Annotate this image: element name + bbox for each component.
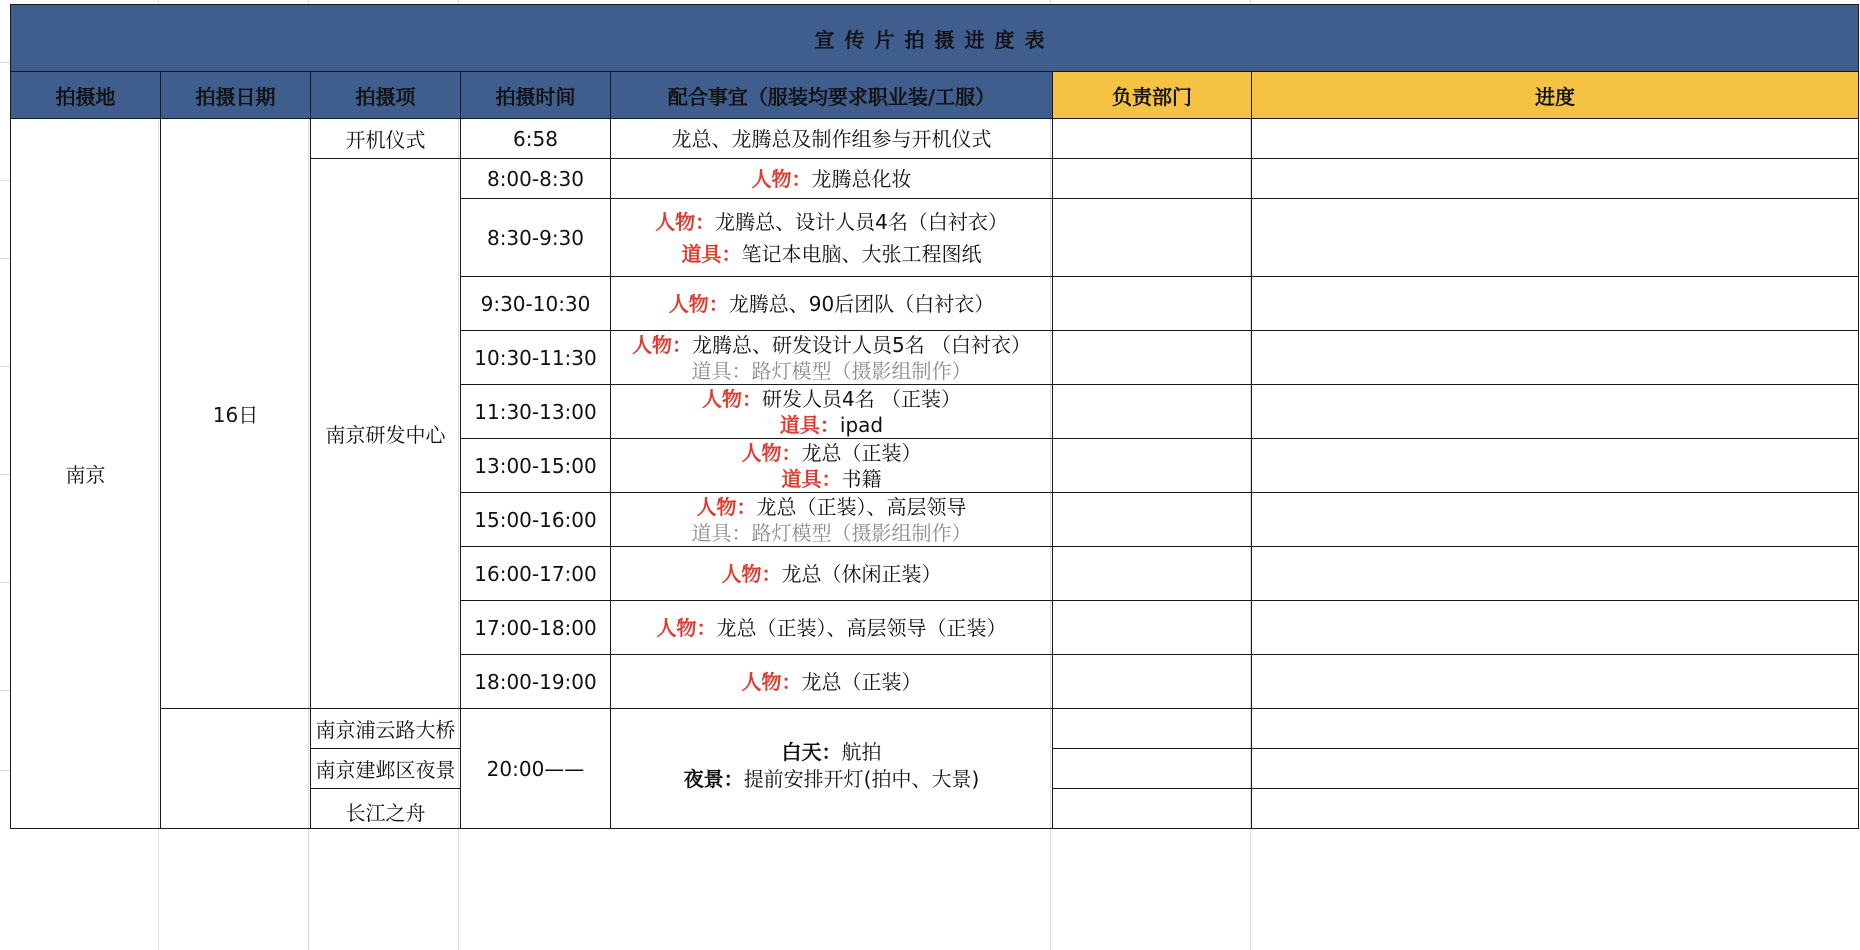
date-cell-continued[interactable]	[161, 709, 311, 829]
table-row	[11, 709, 1859, 749]
notes-text: 航拍	[841, 740, 882, 764]
progress-cell[interactable]	[1252, 331, 1859, 385]
item-cell-ark[interactable]: 长江之舟	[311, 789, 461, 829]
department-cell[interactable]	[1053, 655, 1252, 709]
department-cell[interactable]	[1053, 199, 1252, 277]
header-item[interactable]: 拍摄项	[311, 72, 461, 119]
notes-cell[interactable]	[611, 199, 1053, 277]
notes-line	[611, 440, 1052, 466]
notes-text: 龙总、龙腾总及制作组参与开机仪式	[671, 126, 992, 151]
prop-label: 道具：	[779, 412, 840, 437]
role-label: 人物：	[668, 291, 729, 316]
department-cell[interactable]	[1053, 439, 1252, 493]
notes-cell[interactable]	[611, 709, 1053, 829]
notes-text: 龙总（正装）	[801, 440, 922, 465]
time-cell[interactable]: 15:00-16:00	[461, 493, 611, 547]
progress-cell[interactable]	[1252, 749, 1859, 789]
role-label: 人物：	[696, 494, 757, 519]
notes-text: 龙腾总、设计人员4名（白衬衣）	[715, 209, 1008, 234]
item-cell-jianye[interactable]: 南京建邺区夜景	[311, 749, 461, 789]
role-label: 人物：	[721, 561, 782, 586]
notes-text: ipad	[839, 412, 884, 437]
prop-label: 道具：	[691, 520, 752, 545]
notes-line	[611, 238, 1052, 270]
time-cell[interactable]: 16:00-17:00	[461, 547, 611, 601]
notes-text: 龙总（休闲正装）	[781, 561, 942, 586]
department-cell[interactable]	[1053, 601, 1252, 655]
department-cell[interactable]	[1053, 385, 1252, 439]
department-cell[interactable]	[1053, 277, 1252, 331]
notes-line	[611, 386, 1052, 412]
header-location[interactable]: 拍摄地	[11, 72, 161, 119]
table-row	[11, 119, 1859, 159]
progress-cell[interactable]	[1252, 439, 1859, 493]
role-label: 人物：	[741, 669, 802, 694]
notes-cell[interactable]	[611, 277, 1053, 331]
notes-cell[interactable]	[611, 655, 1053, 709]
notes-cell[interactable]	[611, 159, 1053, 199]
progress-cell[interactable]	[1252, 601, 1859, 655]
notes-line	[611, 739, 1052, 766]
department-cell[interactable]	[1053, 789, 1252, 829]
time-cell[interactable]: 13:00-15:00	[461, 439, 611, 493]
time-cell[interactable]: 8:30-9:30	[461, 199, 611, 277]
notes-cell[interactable]	[611, 119, 1053, 159]
notes-text: 研发人员4名 （正装）	[761, 386, 962, 411]
notes-line	[611, 466, 1052, 492]
notes-line	[611, 494, 1052, 520]
time-cell[interactable]: 6:58	[461, 119, 611, 159]
time-cell[interactable]: 10:30-11:30	[461, 331, 611, 385]
location-cell[interactable]: 南京	[11, 119, 161, 829]
progress-cell[interactable]	[1252, 709, 1859, 749]
sheet-title: 宣传片拍摄进度表	[11, 5, 1859, 72]
role-label: 人物：	[741, 440, 802, 465]
department-cell[interactable]	[1053, 331, 1252, 385]
notes-line	[611, 766, 1052, 793]
progress-cell[interactable]	[1252, 655, 1859, 709]
notes-text: 书籍	[841, 466, 882, 491]
progress-cell[interactable]	[1252, 199, 1859, 277]
notes-cell[interactable]	[611, 439, 1053, 493]
header-row	[11, 72, 1859, 119]
night-label: 夜景：	[683, 767, 744, 791]
notes-text: 提前安排开灯(拍中、大景)	[743, 767, 980, 791]
notes-text: 龙总（正装）、高层领导（正装）	[716, 615, 1007, 640]
notes-text: 龙总（正装）、高层领导	[756, 494, 967, 519]
notes-cell[interactable]	[611, 601, 1053, 655]
notes-line	[611, 206, 1052, 238]
item-cell-rd-center[interactable]: 南京研发中心	[311, 159, 461, 709]
progress-cell[interactable]	[1252, 159, 1859, 199]
progress-cell[interactable]	[1252, 277, 1859, 331]
header-time[interactable]: 拍摄时间	[461, 72, 611, 119]
department-cell[interactable]	[1053, 547, 1252, 601]
time-cell[interactable]: 17:00-18:00	[461, 601, 611, 655]
header-notes[interactable]: 配合事宜（服装均要求职业装/工服）	[611, 72, 1053, 119]
role-label: 人物：	[655, 209, 716, 234]
time-cell[interactable]: 8:00-8:30	[461, 159, 611, 199]
notes-text: 路灯模型（摄影组制作）	[751, 520, 972, 545]
progress-cell[interactable]	[1252, 547, 1859, 601]
department-cell[interactable]	[1053, 749, 1252, 789]
time-cell[interactable]: 18:00-19:00	[461, 655, 611, 709]
notes-line	[611, 412, 1052, 438]
date-cell[interactable]: 16日	[161, 119, 311, 709]
department-cell[interactable]	[1053, 493, 1252, 547]
schedule-table	[10, 4, 1859, 829]
header-date[interactable]: 拍摄日期	[161, 72, 311, 119]
notes-text: 龙腾总化妆	[811, 166, 912, 191]
role-label: 人物：	[701, 386, 762, 411]
notes-text: 龙总（正装）	[801, 669, 922, 694]
header-department[interactable]: 负责部门	[1053, 72, 1252, 119]
notes-line	[611, 332, 1052, 358]
progress-cell[interactable]	[1252, 385, 1859, 439]
notes-cell[interactable]	[611, 331, 1053, 385]
time-cell[interactable]: 9:30-10:30	[461, 277, 611, 331]
item-cell-bridge[interactable]: 南京浦云路大桥	[311, 709, 461, 749]
prop-label: 道具：	[691, 358, 752, 383]
time-cell[interactable]: 20:00——	[461, 709, 611, 829]
notes-line	[611, 520, 1052, 546]
daytime-label: 白天：	[781, 740, 842, 764]
progress-cell[interactable]	[1252, 789, 1859, 829]
role-label: 人物：	[631, 332, 692, 357]
role-label: 人物：	[656, 615, 717, 640]
notes-cell[interactable]	[611, 385, 1053, 439]
time-cell[interactable]: 11:30-13:00	[461, 385, 611, 439]
department-cell[interactable]	[1053, 119, 1252, 159]
role-label: 人物：	[751, 166, 812, 191]
header-progress[interactable]: 进度	[1252, 72, 1859, 119]
notes-cell[interactable]	[611, 547, 1053, 601]
prop-label: 道具：	[681, 241, 742, 266]
notes-text: 路灯模型（摄影组制作）	[751, 358, 972, 383]
prop-label: 道具：	[781, 466, 842, 491]
notes-text: 笔记本电脑、大张工程图纸	[741, 241, 982, 266]
item-cell-opening[interactable]: 开机仪式	[311, 119, 461, 159]
progress-cell[interactable]	[1252, 119, 1859, 159]
department-cell[interactable]	[1053, 159, 1252, 199]
notes-text: 龙腾总、90后团队（白衬衣）	[728, 291, 995, 316]
notes-cell[interactable]	[611, 493, 1053, 547]
notes-text: 龙腾总、研发设计人员5名 （白衬衣）	[691, 332, 1032, 357]
department-cell[interactable]	[1053, 709, 1252, 749]
progress-cell[interactable]	[1252, 493, 1859, 547]
notes-line	[611, 358, 1052, 384]
